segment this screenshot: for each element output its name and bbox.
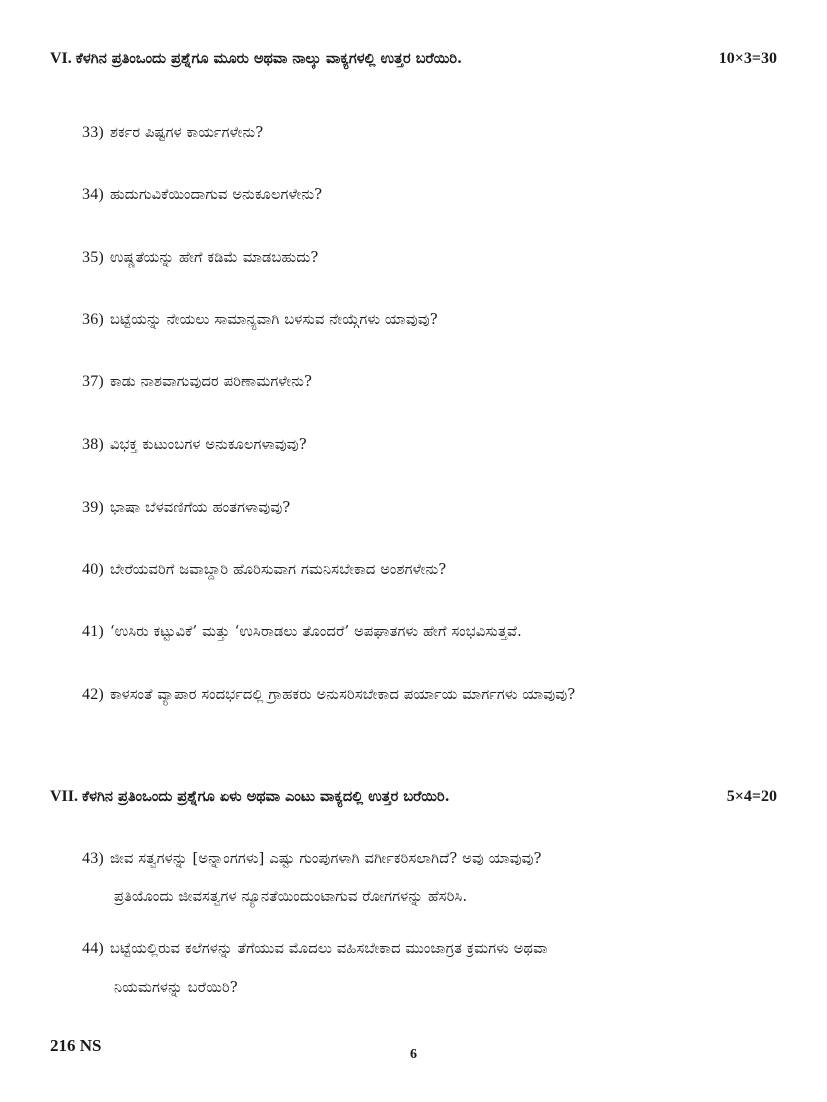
paper-code: 216 NS	[50, 1036, 102, 1055]
question-text: ಬೇರೆಯವರಿಗೆ ಜವಾಬ್ದಾರಿ ಹೊರಿಸುವಾಗ ಗಮನಿಸಬೇಕಾದ ಅಂಶಗಳೇನು?	[109, 562, 447, 578]
question-number: 43)	[82, 850, 104, 867]
question-text: ವಿಭಕ್ತ ಕುಟುಂಬಗಳ ಅನುಕೂಲಗಳಾವುವು?	[109, 437, 307, 453]
question-text: ‘ಉಸಿರು ಕಟ್ಟುವಿಕೆ’ ಮತ್ತು ‘ಉಸಿರಾಡಲು ತೊಂದರೆ’ ಅಪಘಾತಗಳು ಹೇಗೆ ಸಂಭವಿಸುತ್ತವೆ.	[109, 624, 522, 640]
section-vii-number: VII.	[50, 788, 79, 805]
question-41	[82, 623, 522, 641]
question-33	[82, 124, 263, 142]
question-text: ಬಟ್ಟೆಯನ್ನು ನೇಯಲು ಸಾಮಾನ್ಯವಾಗಿ ಬಳಸುವ ನೇಯ್ಗೆಗಳು ಯಾವುವು?	[109, 312, 438, 328]
section-vi-number: VI.	[50, 50, 72, 67]
section-vi-marks: 10×3=30	[718, 50, 777, 67]
question-number: 39)	[82, 499, 104, 516]
question-number: 41)	[82, 623, 104, 640]
question-44-continuation: ನಿಯಮಗಳನ್ನು ಬರೆಯಿರಿ?	[114, 980, 238, 996]
question-text-line1: ಜೀವ ಸತ್ವಗಳನ್ನು [ಅನ್ನಾಂಗಗಳು] ಎಷ್ಟು ಗುಂಪುಗಳಾಗಿ ವರ್ಗೀಕರಿಸಲಾಗಿದೆ? ಅವು ಯಾವುವು?	[109, 851, 542, 867]
question-38	[82, 436, 307, 454]
question-42	[82, 686, 575, 704]
question-text: ಶರ್ಕರ ಪಿಷ್ಟಗಳ ಕಾರ್ಯಗಳೇನು?	[109, 125, 264, 141]
question-39	[82, 499, 290, 517]
section-vii-marks: 5×4=20	[726, 788, 777, 805]
section-vii-header	[50, 788, 777, 806]
question-36	[82, 311, 438, 329]
question-43-continuation: ಪ್ರತಿಯೊಂದು ಜೀವಸತ್ವಗಳ ನ್ಯೂನತೆಯಿಂದುಂಟಾಗುವ ರೋಗಗಳನ್ನು ಹೆಸರಿಸಿ.	[114, 889, 468, 905]
question-text: ಉಷ್ಣತೆಯನ್ನು ಹೇಗೆ ಕಡಿಮೆ ಮಾಡಬಹುದು?	[109, 250, 319, 266]
question-number: 40)	[82, 561, 104, 578]
question-text: ಭಾಷಾ ಬೆಳವಣಿಗೆಯ ಹಂತಗಳಾವುವು?	[109, 500, 291, 516]
question-number: 36)	[82, 311, 104, 328]
page-number: 6	[410, 1047, 417, 1062]
question-40	[82, 561, 446, 579]
section-vi-header	[50, 50, 777, 68]
question-35	[82, 249, 319, 267]
question-number: 38)	[82, 436, 104, 453]
question-text: ಕಾಳಸಂತೆ ವ್ಯಾಪಾರ ಸಂದರ್ಭದಲ್ಲಿ ಗ್ರಾಹಕರು ಅನುಸರಿಸಬೇಕಾದ ಪರ್ಯಾಯ ಮಾರ್ಗಗಳು ಯಾವುವು?	[109, 687, 576, 703]
question-37	[82, 373, 312, 391]
question-44	[82, 940, 548, 958]
question-text: ಕಾಡು ನಾಶವಾಗುವುದರ ಪರಿಣಾಮಗಳೇನು?	[109, 374, 313, 390]
question-43	[82, 850, 542, 868]
question-number: 44)	[82, 940, 104, 957]
question-number: 35)	[82, 249, 104, 266]
question-number: 33)	[82, 124, 104, 141]
question-text-line1: ಬಟ್ಟೆಯಲ್ಲಿರುವ ಕಲೆಗಳನ್ನು ತೆಗೆಯುವ ಮೊದಲು ವಹಿಸಬೇಕಾದ ಮುಂಜಾಗ್ರತ ಕ್ರಮಗಳು ಅಥವಾ	[109, 941, 548, 957]
question-text: ಹುದುಗುವಿಕೆಯಿಂದಾಗುವ ಅನುಕೂಲಗಳೇನು?	[109, 187, 323, 203]
question-number: 42)	[82, 686, 104, 703]
section-vii-instruction: ಕೆಳಗಿನ ಪ್ರತಿಂಒಂದು ಪ್ರಶ್ನೆಗೂ ಏಳು ಅಥವಾ ಎಂಟು ವಾಕ್ಯದಲ್ಲಿ ಉತ್ತರ ಬರೆಯಿರಿ.	[82, 788, 450, 805]
question-number: 37)	[82, 373, 104, 390]
section-vi-instruction: ಕೆಳಗಿನ ಪ್ರತಿಂಒಂದು ಪ್ರಶ್ನೆಗೂ ಮೂರು ಅಥವಾ ನಾಲ್ಕು ವಾಕ್ಯಗಳಲ್ಲಿ ಉತ್ತರ ಬರೆಯಿರಿ.	[75, 50, 463, 67]
question-number: 34)	[82, 186, 104, 203]
question-34	[82, 186, 322, 204]
